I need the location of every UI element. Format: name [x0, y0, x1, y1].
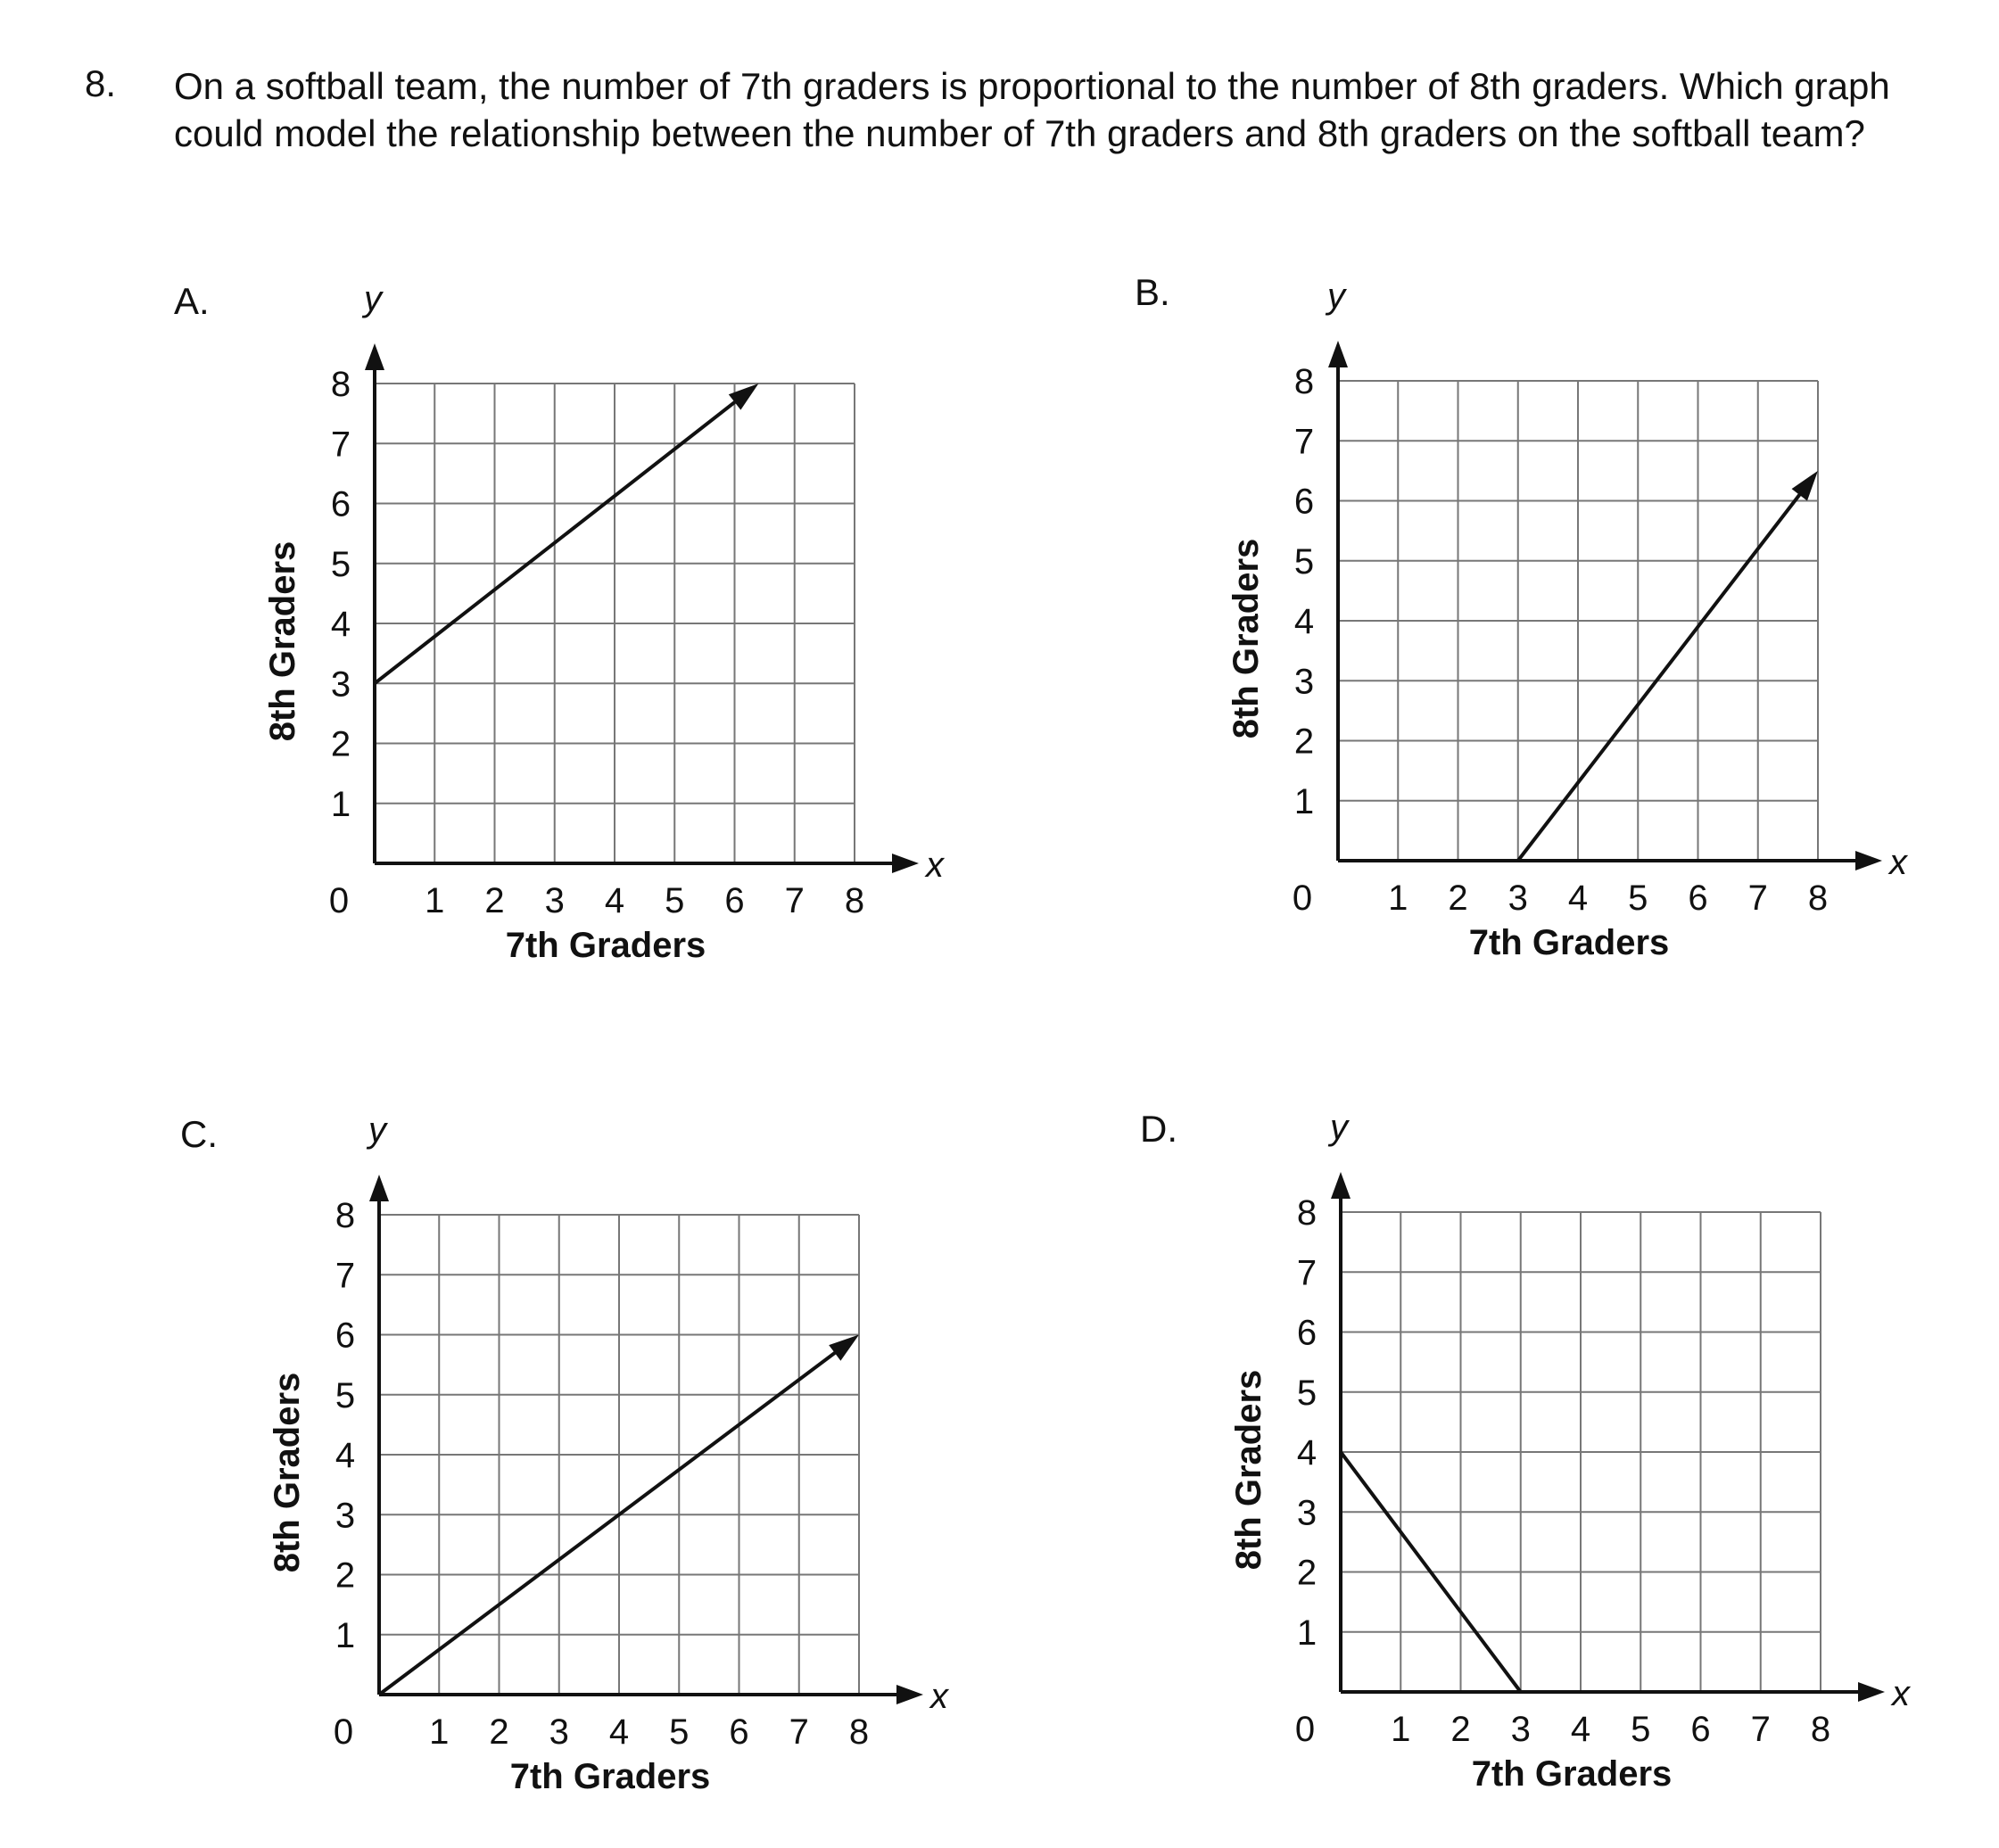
- x-tick-label: 3: [1508, 879, 1528, 918]
- y-axis-title: 8th Graders: [1229, 1369, 1268, 1571]
- x-tick-label: 3: [1510, 1710, 1531, 1749]
- x-tick-label: 6: [729, 1712, 749, 1752]
- x-tick-label: 7: [784, 881, 805, 920]
- x-axis-letter: x: [926, 846, 944, 885]
- y-tick-label: 5: [335, 1375, 356, 1415]
- question-text: On a softball team, the number of 7th graders is proportional to the number of 8th graders. Which graph could model the relationship between the number of 7th graders and 8th graders on the softball team?: [174, 65, 1890, 154]
- y-tick-label: 1: [330, 784, 351, 824]
- question-number: 8.: [85, 62, 117, 104]
- x-tick-label: 3: [544, 881, 565, 920]
- x-axis-letter: x: [1892, 1674, 1910, 1713]
- y-tick-label: 2: [1293, 722, 1315, 762]
- y-tick-label: 7: [1293, 422, 1315, 462]
- option-label: B.: [1135, 271, 1170, 313]
- y-tick-label: 5: [1296, 1373, 1318, 1413]
- x-axis-title: 7th Graders: [509, 1757, 711, 1796]
- x-tick-label: 4: [608, 1712, 630, 1752]
- data-line-arrow-icon: [1792, 471, 1818, 501]
- x-tick-label: 2: [489, 1712, 509, 1752]
- origin-label: 0: [1294, 1710, 1316, 1749]
- option-label: C.: [180, 1113, 218, 1155]
- y-axis-letter: y: [1330, 1108, 1348, 1147]
- x-tick-label: 6: [1690, 1710, 1711, 1749]
- y-axis-arrow-icon: [365, 343, 384, 370]
- data-line-arrow-icon: [829, 1335, 859, 1361]
- x-tick-label: 5: [665, 881, 685, 920]
- y-tick-label: 6: [1296, 1313, 1318, 1353]
- x-tick-label: 2: [1450, 1710, 1471, 1749]
- x-axis-title: 7th Graders: [505, 926, 706, 965]
- y-tick-label: 2: [335, 1555, 356, 1596]
- x-tick-label: 8: [1810, 1710, 1831, 1749]
- x-axis-arrow-icon: [892, 854, 919, 873]
- x-tick-label: 1: [1391, 1710, 1411, 1749]
- y-tick-label: 4: [1293, 602, 1315, 641]
- graph-a: [174, 279, 946, 965]
- y-tick-label: 5: [330, 544, 351, 584]
- y-tick-label: 6: [330, 484, 351, 524]
- y-axis-arrow-icon: [369, 1175, 389, 1201]
- y-tick-label: 3: [335, 1496, 356, 1536]
- y-tick-label: 6: [1293, 482, 1315, 522]
- x-tick-label: 5: [669, 1712, 690, 1752]
- graph-c: [180, 1110, 950, 1796]
- data-line: [379, 1346, 845, 1695]
- x-axis-title: 7th Graders: [1471, 1754, 1673, 1794]
- x-tick-label: 8: [1807, 879, 1829, 918]
- x-axis-arrow-icon: [1858, 1682, 1885, 1702]
- y-tick-label: 8: [330, 365, 351, 404]
- option-label: A.: [174, 280, 210, 322]
- y-tick-label: 1: [1296, 1613, 1318, 1653]
- data-line: [375, 394, 745, 683]
- x-tick-label: 5: [1628, 879, 1648, 918]
- y-axis-letter: y: [368, 1110, 386, 1150]
- y-axis-letter: y: [1327, 276, 1345, 316]
- y-axis-title: 8th Graders: [1227, 538, 1266, 739]
- origin-label: 0: [333, 1712, 354, 1752]
- y-tick-label: 8: [1293, 362, 1315, 401]
- x-tick-label: 2: [484, 881, 505, 920]
- origin-label: 0: [1292, 879, 1313, 918]
- x-tick-label: 6: [1688, 879, 1708, 918]
- data-line-arrow-icon: [729, 384, 759, 410]
- y-tick-label: 3: [330, 664, 351, 705]
- y-tick-label: 7: [335, 1256, 356, 1296]
- x-tick-label: 1: [1388, 879, 1408, 918]
- origin-label: 0: [328, 881, 350, 920]
- x-tick-label: 1: [429, 1712, 450, 1752]
- y-tick-label: 4: [1296, 1433, 1318, 1473]
- y-tick-label: 5: [1293, 541, 1315, 582]
- x-tick-label: 4: [1570, 1710, 1591, 1749]
- y-tick-label: 6: [335, 1316, 356, 1356]
- y-axis-arrow-icon: [1328, 341, 1348, 367]
- y-axis-letter: y: [364, 279, 382, 318]
- x-axis-letter: x: [930, 1677, 948, 1716]
- x-tick-label: 2: [1448, 879, 1468, 918]
- y-tick-label: 4: [330, 605, 351, 644]
- y-tick-label: 1: [335, 1615, 356, 1655]
- y-axis-title: 8th Graders: [268, 1372, 307, 1573]
- x-tick-label: 4: [1567, 879, 1589, 918]
- y-tick-label: 4: [335, 1436, 356, 1475]
- y-tick-label: 1: [1293, 781, 1315, 821]
- y-tick-label: 2: [1296, 1553, 1318, 1593]
- x-tick-label: 7: [1747, 879, 1768, 918]
- x-axis-arrow-icon: [1855, 851, 1882, 870]
- x-axis-arrow-icon: [896, 1685, 923, 1704]
- y-tick-label: 3: [1296, 1493, 1318, 1533]
- x-axis-title: 7th Graders: [1468, 923, 1670, 962]
- x-tick-label: 8: [844, 881, 865, 920]
- option-label: D.: [1140, 1108, 1177, 1150]
- graph-b: [1135, 271, 1909, 962]
- x-tick-label: 7: [1750, 1710, 1771, 1749]
- y-tick-label: 2: [330, 724, 351, 764]
- y-tick-label: 7: [1296, 1253, 1318, 1293]
- x-tick-label: 6: [724, 881, 745, 920]
- x-tick-label: 3: [549, 1712, 569, 1752]
- data-line: [1518, 485, 1807, 861]
- x-axis-letter: x: [1889, 843, 1907, 882]
- x-tick-label: 1: [425, 881, 445, 920]
- graph-d: [1140, 1108, 1912, 1794]
- y-tick-label: 7: [330, 425, 351, 465]
- y-tick-label: 8: [1296, 1193, 1318, 1233]
- y-tick-label: 8: [335, 1196, 356, 1235]
- x-tick-label: 5: [1631, 1710, 1651, 1749]
- y-axis-title: 8th Graders: [263, 540, 302, 742]
- y-tick-label: 3: [1293, 662, 1315, 702]
- x-tick-label: 8: [848, 1712, 870, 1752]
- x-tick-label: 7: [789, 1712, 809, 1752]
- y-axis-arrow-icon: [1331, 1172, 1351, 1199]
- x-tick-label: 4: [604, 881, 625, 920]
